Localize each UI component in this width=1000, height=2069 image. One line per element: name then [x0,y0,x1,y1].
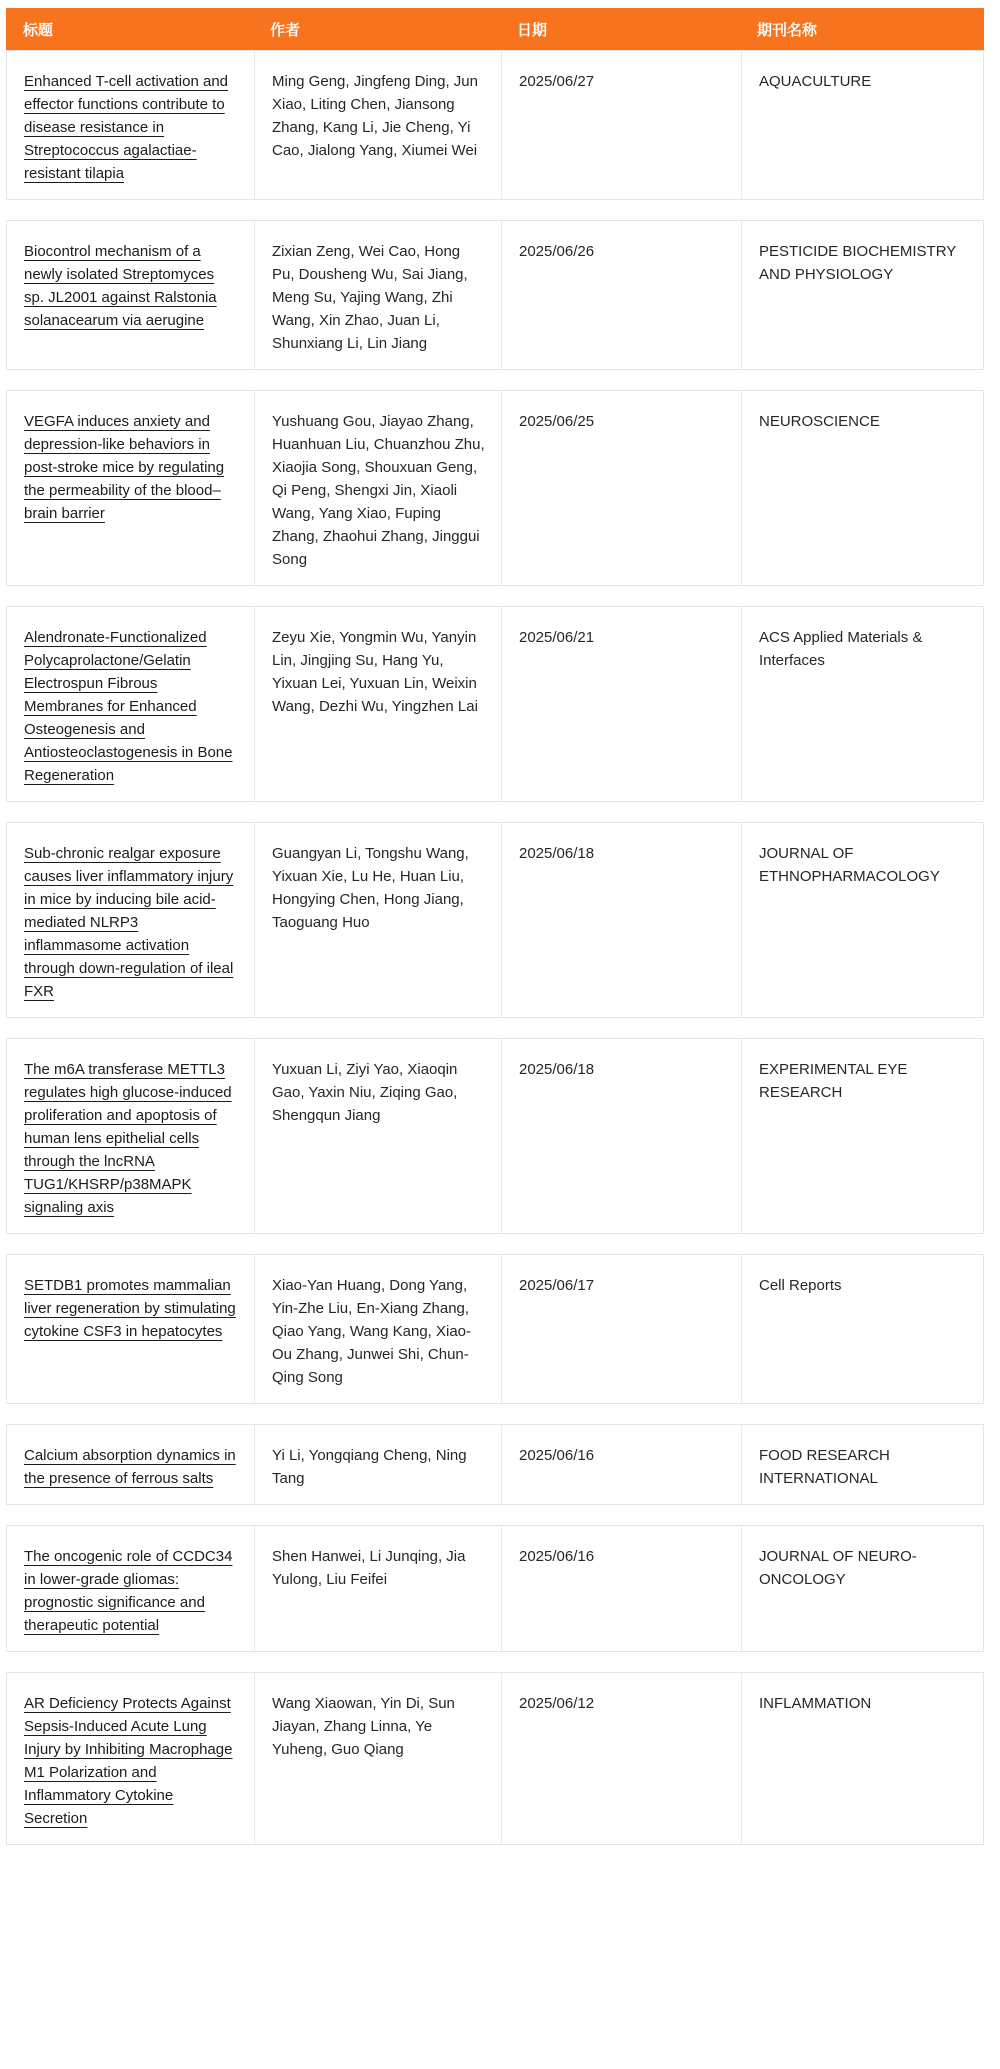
article-title-link[interactable]: Biocontrol mechanism of a newly isolated Streptomyces sp. JL2001 against Ralstonia solanacearum via aerugine [24,243,217,329]
column-header-journal: 期刊名称 [757,21,818,39]
title-cell [7,823,254,1017]
article-journal: AQUACULTURE [741,51,983,199]
article-title-link[interactable]: Calcium absorption dynamics in the presence of ferrous salts [24,1447,236,1487]
article-date: 2025/06/17 [501,1255,741,1403]
table-row [6,822,984,1018]
article-journal: INFLAMMATION [741,1673,983,1844]
article-date: 2025/06/18 [501,1039,741,1233]
table-body [6,50,984,1845]
table-row [6,390,984,586]
article-journal: NEUROSCIENCE [741,391,983,585]
table-row [6,1525,984,1652]
article-authors: Wang Xiaowan, Yin Di, Sun Jiayan, Zhang Linna, Ye Yuheng, Guo Qiang [254,1673,501,1844]
title-cell [7,221,254,369]
article-date: 2025/06/25 [501,391,741,585]
article-title-link[interactable]: AR Deficiency Protects Against Sepsis-Induced Acute Lung Injury by Inhibiting Macrophage M1 Polarization and Inflammatory Cytokine Secretion [24,1695,233,1827]
article-authors: Yuxuan Li, Ziyi Yao, Xiaoqin Gao, Yaxin Niu, Ziqing Gao, Shengqun Jiang [254,1039,501,1233]
article-journal: JOURNAL OF ETHNOPHARMACOLOGY [741,823,983,1017]
article-title-link[interactable]: Sub-chronic realgar exposure causes liver inflammatory injury in mice by inducing bile acid-mediated NLRP3 inflammasome activation through down-regulation of ileal FXR [24,845,234,1000]
title-cell [7,391,254,585]
article-title-link[interactable]: The m6A transferase METTL3 regulates high glucose-induced proliferation and apoptosis of human lens epithelial cells through the lncRNA TUG1/KHSRP/p38MAPK signaling axis [24,1061,232,1216]
table-row [6,50,984,200]
article-journal: Cell Reports [741,1255,983,1403]
article-title-link[interactable]: Enhanced T-cell activation and effector functions contribute to disease resistance in Streptococcus agalactiae-resistant tilapia [24,73,229,182]
article-date: 2025/06/12 [501,1673,741,1844]
article-title-link[interactable]: Alendronate-Functionalized Polycaprolactone/Gelatin Electrospun Fibrous Membranes for Enhanced Osteogenesis and Antiosteoclastogenesis in Bone Regeneration [24,629,233,784]
table-row [6,1254,984,1404]
column-header-authors: 作者 [270,21,301,39]
column-header-title: 标题 [23,21,54,39]
article-authors: Zixian Zeng, Wei Cao, Hong Pu, Dousheng Wu, Sai Jiang, Meng Su, Yajing Wang, Zhi Wang, Xin Zhao, Juan Li, Shunxiang Li, Lin Jiang [254,221,501,369]
article-authors: Guangyan Li, Tongshu Wang, Yixuan Xie, Lu He, Huan Liu, Hongying Chen, Hong Jiang, Taoguang Huo [254,823,501,1017]
articles-table [6,8,984,1845]
article-journal: EXPERIMENTAL EYE RESEARCH [741,1039,983,1233]
article-date: 2025/06/26 [501,221,741,369]
title-cell [7,1039,254,1233]
article-journal: JOURNAL OF NEURO-ONCOLOGY [741,1526,983,1651]
title-cell [7,51,254,199]
article-journal: FOOD RESEARCH INTERNATIONAL [741,1425,983,1504]
article-journal: PESTICIDE BIOCHEMISTRY AND PHYSIOLOGY [741,221,983,369]
title-cell [7,1425,254,1504]
column-header-date: 日期 [517,21,548,39]
table-row [6,606,984,802]
article-authors: Xiao-Yan Huang, Dong Yang, Yin-Zhe Liu, En-Xiang Zhang, Qiao Yang, Wang Kang, Xiao-Ou Zhang, Junwei Shi, Chun-Qing Song [254,1255,501,1403]
table-header [6,8,984,50]
table-row [6,1672,984,1845]
title-cell [7,1255,254,1403]
title-cell [7,1673,254,1844]
article-title-link[interactable]: SETDB1 promotes mammalian liver regeneration by stimulating cytokine CSF3 in hepatocytes [24,1277,236,1340]
article-date: 2025/06/16 [501,1526,741,1651]
article-date: 2025/06/16 [501,1425,741,1504]
title-cell [7,1526,254,1651]
article-authors: Yushuang Gou, Jiayao Zhang, Huanhuan Liu, Chuanzhou Zhu, Xiaojia Song, Shouxuan Geng, Qi Peng, Shengxi Jin, Xiaoli Wang, Yang Xiao, Fuping Zhang, Zhaohui Zhang, Jinggui Song [254,391,501,585]
article-date: 2025/06/27 [501,51,741,199]
article-title-link[interactable]: The oncogenic role of CCDC34 in lower-grade gliomas: prognostic significance and therapeutic potential [24,1548,233,1634]
table-row [6,1424,984,1505]
article-date: 2025/06/18 [501,823,741,1017]
article-authors: Ming Geng, Jingfeng Ding, Jun Xiao, Liting Chen, Jiansong Zhang, Kang Li, Jie Cheng, Yi Cao, Jialong Yang, Xiumei Wei [254,51,501,199]
article-date: 2025/06/21 [501,607,741,801]
table-row [6,220,984,370]
article-title-link[interactable]: VEGFA induces anxiety and depression-like behaviors in post-stroke mice by regulating the permeability of the blood–brain barrier [24,413,225,522]
title-cell [7,607,254,801]
table-row [6,1038,984,1234]
article-authors: Yi Li, Yongqiang Cheng, Ning Tang [254,1425,501,1504]
article-authors: Zeyu Xie, Yongmin Wu, Yanyin Lin, Jingjing Su, Hang Yu, Yixuan Lei, Yuxuan Lin, Weixin Wang, Dezhi Wu, Yingzhen Lai [254,607,501,801]
article-journal: ACS Applied Materials & Interfaces [741,607,983,801]
article-authors: Shen Hanwei, Li Junqing, Jia Yulong, Liu Feifei [254,1526,501,1651]
